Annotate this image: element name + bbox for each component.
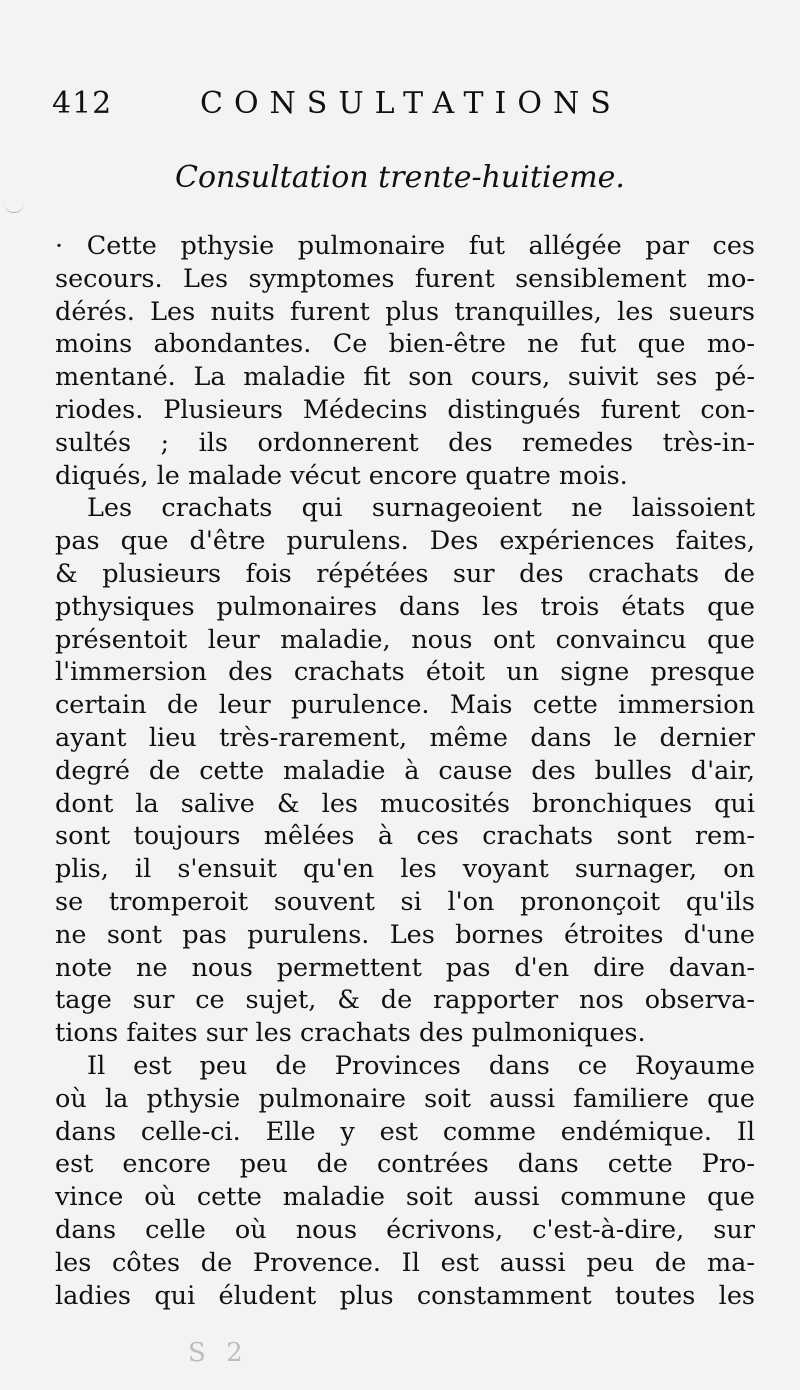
text-line: sultés ; ils ordonnerent des remedes très-in- [55, 427, 755, 458]
text-line: est encore peu de contrées dans cette Pro- [55, 1149, 755, 1180]
text-line: tions faites sur les crachats des pulmoniques. [55, 1018, 646, 1049]
text-line: pthysiques pulmonaires dans les trois états que [55, 591, 755, 622]
text-line: Il est peu de Provinces dans ce Royaume [87, 1050, 755, 1081]
text-line: · Cette pthysie pulmonaire fut allégée par ces [55, 231, 755, 261]
text-line: degré de cette maladie à cause des bulles d'air, [55, 755, 755, 786]
text-line: l'immersion des crachats étoit un signe presque [55, 657, 755, 688]
running-title: CONSULTATIONS [200, 86, 622, 121]
text-line: ne sont pas purulens. Les bornes étroites d'une [55, 919, 755, 950]
text-line: certain de leur purulence. Mais cette immersion [55, 690, 755, 721]
text-line: tage sur ce sujet, & de rapporter nos observa- [55, 985, 755, 1016]
text-line: & plusieurs fois répétées sur des crachats de [55, 558, 755, 589]
page-edge-mark [4, 200, 24, 213]
page-number: 412 [52, 86, 113, 121]
text-line: dont la salive & les mucosités bronchiques qui [55, 788, 755, 819]
text-line: les côtes de Provence. Il est aussi peu de ma- [55, 1247, 755, 1278]
text-line: ayant lieu très-rarement, même dans le dernier [55, 722, 755, 753]
text-line: vince où cette maladie soit aussi commune que [55, 1182, 755, 1213]
text-line: riodes. Plusieurs Médecins distingués furent con- [55, 394, 755, 425]
text-line: pas que d'être purulens. Des expériences faites, [55, 526, 755, 557]
text-line: où la pthysie pulmonaire soit aussi familiere que [55, 1083, 755, 1114]
running-head [52, 84, 752, 124]
text-line: dans celle où nous écrivons, c'est-à-dire, sur [55, 1214, 755, 1245]
text-line: dans celle-ci. Elle y est comme endémique. Il [55, 1116, 755, 1147]
section-title: Consultation trente-huitieme. [175, 160, 625, 195]
text-line: moins abondantes. Ce bien-être ne fut que mo- [55, 329, 755, 360]
text-line: note ne nous permettent pas d'en dire davan- [55, 952, 755, 983]
text-line: mentané. La maladie fit son cours, suivit ses pé- [55, 362, 755, 393]
text-line: présentoit leur maladie, nous ont convaincu que [55, 624, 755, 655]
text-line: sont toujours mêlées à ces crachats sont rem- [55, 821, 755, 852]
text-line: diqués, le malade vécut encore quatre mois. [55, 460, 628, 491]
text-line: secours. Les symptomes furent sensiblement mo- [55, 263, 755, 294]
signature-mark: S 2 [188, 1338, 249, 1368]
text-line: Les crachats qui surnageoient ne laissoient [87, 493, 755, 524]
text-line: se tromperoit souvent si l'on prononçoit qu'ils [55, 886, 755, 917]
body-text [55, 230, 755, 1312]
text-line: ladies qui éludent plus constamment toutes les [55, 1280, 755, 1311]
text-line: plis, il s'ensuit qu'en les voyant surnager, on [55, 854, 755, 885]
text-line: dérés. Les nuits furent plus tranquilles, les sueurs [55, 296, 755, 327]
